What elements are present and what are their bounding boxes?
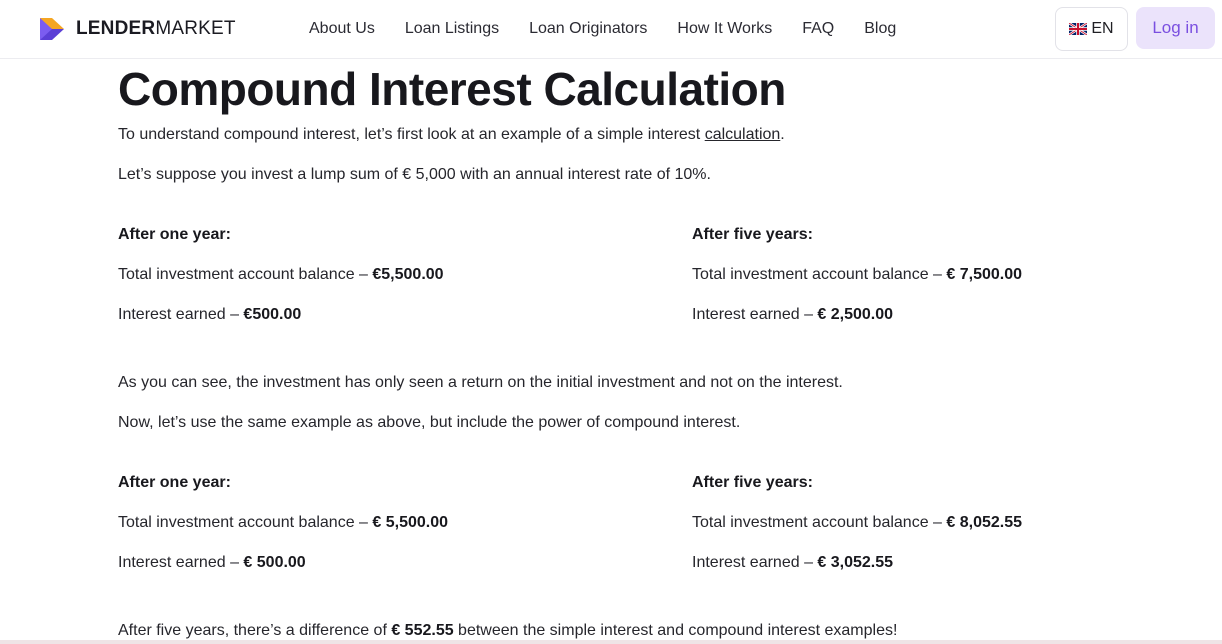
nav-blog[interactable]: Blog [864,20,897,37]
now-lets-paragraph: Now, let’s use the same example as above, but include the power of compound interest. [118,414,741,431]
simple-one-year-interest: Interest earned – €500.00 [118,306,302,323]
intro-paragraph: To understand compound interest, let’s first look at an example of a simple interest calculation. [118,126,785,143]
simple-one-year-balance: Total investment account balance – €5,500.00 [118,266,444,283]
simple-five-years-interest: Interest earned – € 2,500.00 [692,306,894,323]
compound-five-years-heading: After five years: [692,474,813,491]
logo-icon [38,16,66,42]
compound-one-year-heading: After one year: [118,474,231,491]
simple-five-years-heading: After five years: [692,226,813,243]
as-you-see-paragraph: As you can see, the investment has only seen a return on the initial investment and not on the interest. [118,374,843,391]
site-header [0,0,1222,59]
compound-one-year-interest: Interest earned – € 500.00 [118,554,306,571]
simple-one-year-heading: After one year: [118,226,231,243]
nav-how-it-works[interactable]: How It Works [677,20,773,37]
logo[interactable] [38,16,236,42]
page-title: Compound Interest Calculation [118,63,786,115]
nav-about-us[interactable]: About Us [309,20,375,37]
compound-five-years-balance: Total investment account balance – € 8,052.55 [692,514,1022,531]
simple-five-years-balance: Total investment account balance – € 7,500.00 [692,266,1022,283]
suppose-paragraph: Let’s suppose you invest a lump sum of € 5,000 with an annual interest rate of 10%. [118,166,711,183]
uk-flag-icon [1069,23,1087,35]
nav-faq[interactable]: FAQ [802,20,835,37]
compound-five-years-interest: Interest earned – € 3,052.55 [692,554,894,571]
nav-loan-listings[interactable]: Loan Listings [404,20,500,37]
main-nav [309,18,926,40]
compound-one-year-balance: Total investment account balance – € 5,500.00 [118,514,448,531]
nav-loan-originators[interactable]: Loan Originators [529,20,648,37]
language-selector[interactable] [1055,7,1128,51]
logo-text: LENDERMARKET [76,18,236,39]
language-label: EN [1091,20,1114,37]
login-button[interactable]: Log in [1136,7,1215,49]
calculation-link[interactable]: calculation [704,126,781,143]
difference-paragraph: After five years, there’s a difference of € 552.55 between the simple interest and compound interest examples! [118,622,898,639]
bottom-edge [0,640,1222,644]
